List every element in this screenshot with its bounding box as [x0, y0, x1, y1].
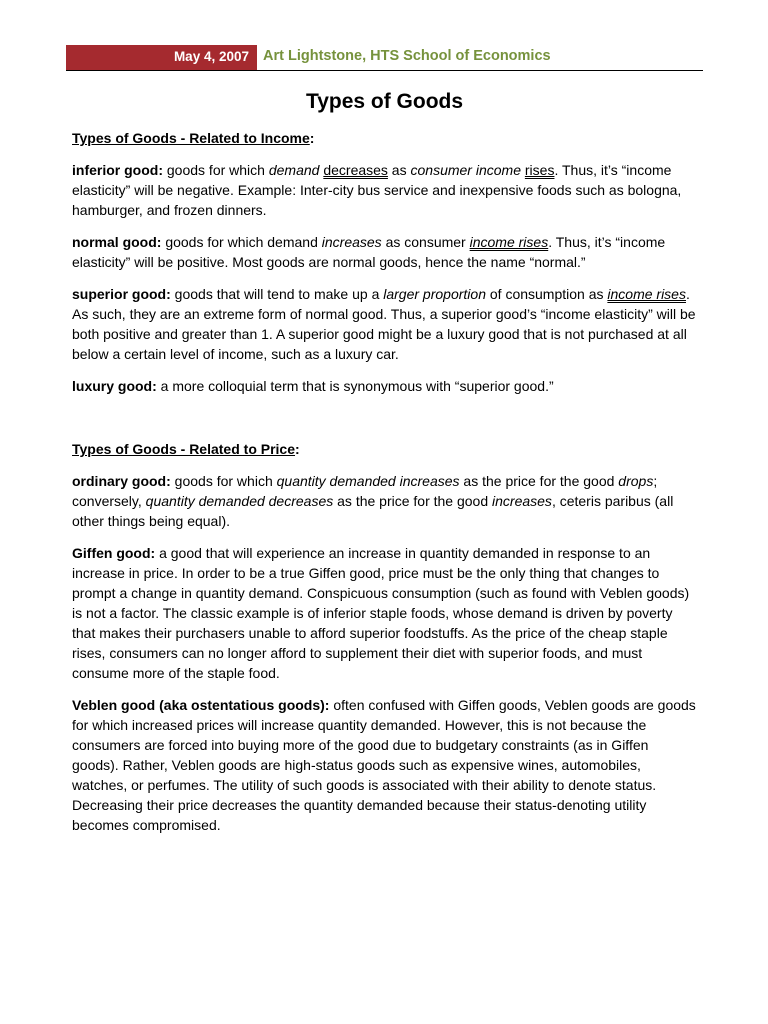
definition-text: as the price for the good	[459, 473, 619, 489]
section-heading-income-text: Types of Goods - Related to Income	[72, 130, 310, 146]
header-date: May 4, 2007	[173, 49, 249, 64]
definition-text: , ceteris paribus (all other things being equal).	[72, 493, 674, 529]
definition-text: . Thus, it’s “income elasticity” will be positive. Most goods are normal goods, hence the name “normal.”	[72, 234, 666, 270]
definition-ordinary-good	[72, 471, 697, 531]
header-author: Art Lightstone, HTS School of Economics	[263, 48, 551, 64]
emphasis-text: larger proportion	[383, 286, 486, 302]
term-giffen-good: Giffen good:	[72, 545, 156, 561]
definition-veblen-good	[72, 695, 697, 835]
definition-text: of consumption as	[485, 286, 608, 302]
definition-superior-good	[72, 284, 697, 364]
term-inferior-good: inferior good:	[72, 162, 163, 178]
definition-giffen-good	[72, 543, 697, 683]
underlined-text: rises	[524, 162, 555, 178]
term-veblen-good: Veblen good (aka ostentatious goods):	[72, 697, 330, 713]
definition-normal-good	[72, 232, 697, 272]
term-superior-good: superior good:	[72, 286, 171, 302]
section-heading-price-text: Types of Goods - Related to Price	[72, 441, 296, 457]
definition-text: as	[387, 162, 411, 178]
date-banner	[66, 45, 257, 70]
term-luxury-good: luxury good:	[72, 378, 157, 394]
emphasis-text: increases	[492, 493, 552, 509]
section-spacer	[72, 408, 697, 439]
emphasis-text: increases	[321, 234, 382, 250]
underlined-emphasis-text: income rises	[607, 286, 686, 302]
definition-text: goods that will tend to make up a	[170, 286, 384, 302]
definition-inferior-good	[72, 160, 697, 220]
underlined-emphasis-text: income rises	[469, 234, 549, 250]
emphasis-text: drops	[618, 473, 654, 489]
definition-luxury-good	[72, 376, 697, 396]
emphasis-text: quantity demanded increases	[276, 473, 460, 489]
section-heading-price-colon: :	[295, 441, 300, 457]
document-body	[72, 88, 697, 847]
definition-text: . As such, they are an extreme form of normal good. Thus, a superior good’s “income elasticity” will be both positive and greater than 1. A superior good might be a luxury good that is not purchased at all below a certain level of income, such as a luxury car.	[72, 286, 696, 362]
underlined-text: decreases	[323, 162, 388, 178]
emphasis-text: demand	[268, 162, 320, 178]
emphasis-text: consumer income	[410, 162, 521, 178]
definition-text: . Thus, it’s “income elasticity” will be negative. Example: Inter-city bus service and inexpensive foods such as bologna, hamburger, and frozen dinners.	[72, 162, 682, 218]
page-title: Types of Goods	[305, 90, 464, 113]
definition-text: ; conversely,	[72, 473, 658, 509]
definition-text: a good that will experience an increase in quantity demanded in response to an increase in price. In order to be a true Giffen good, price must be the only thing that changes to prompt a change in quantity demand. Conspicuous consumption (such as found with Veblen goods) is not a factor. The classic example is of inferior staple foods, whose demand is driven by poverty that makes their purchasers unable to afford superior foodstuffs. As the price of the cheap staple rises, consumers can no longer afford to supplement their diet with superior foods, and must consume more of the staple food.	[72, 545, 690, 681]
document-header	[66, 45, 703, 71]
definition-text: goods for which	[163, 162, 269, 178]
emphasis-text: quantity demanded decreases	[145, 493, 334, 509]
definition-text: often confused with Giffen goods, Veblen goods are goods for which increased prices will increase quantity demanded. However, this is not because the consumers are forced into buying more of the good due to budgetary constraints (as in Giffen goods). Rather, Veblen goods are high-status goods such as expensive wines, automobiles, watches, or perfumes. The utility of such goods is associated with their ability to denote status. Decreasing their price decreases the quantity demanded because their status-denoting utility becomes compromised.	[72, 697, 696, 833]
definition-text: as the price for the good	[333, 493, 493, 509]
definition-text: a more colloquial term that is synonymous with “superior good.”	[156, 378, 554, 394]
definition-text: goods for which demand	[161, 234, 322, 250]
definition-text: goods for which	[170, 473, 277, 489]
term-ordinary-good: ordinary good:	[72, 473, 171, 489]
definition-text: as consumer	[381, 234, 470, 250]
header-divider	[66, 70, 703, 71]
section-heading-price	[72, 439, 697, 459]
term-normal-good: normal good:	[72, 234, 162, 250]
section-heading-income-colon: :	[309, 130, 315, 146]
section-heading-income	[72, 128, 697, 148]
